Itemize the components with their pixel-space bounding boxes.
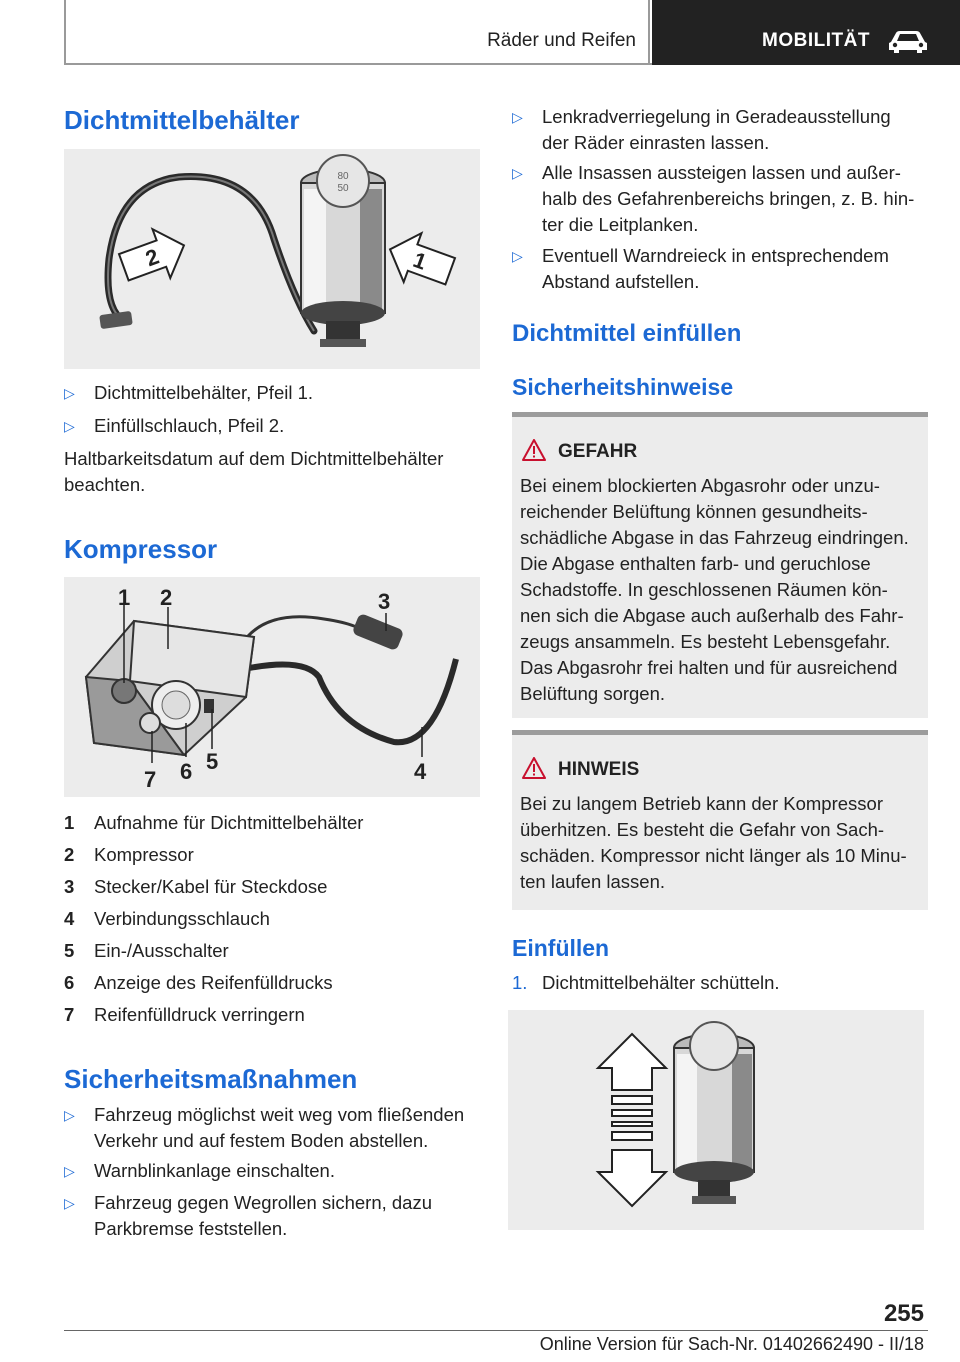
triangle-bullet-icon: ▷ (64, 385, 75, 401)
heading-filling: Einfüllen (512, 935, 610, 961)
callout-3: 3 (378, 589, 391, 614)
callout-7: 7 (144, 767, 157, 792)
gauge-label-80: 80 (337, 171, 349, 182)
header-underline (64, 63, 652, 65)
danger-box (512, 412, 928, 718)
triangle-bullet-icon: ▷ (512, 248, 523, 264)
page-number: 255 (883, 1300, 924, 1327)
heading-fill-sealant: Dichtmittel einfüllen (512, 320, 742, 347)
callout-5: 5 (206, 749, 219, 774)
triangle-bullet-icon: ▷ (512, 109, 523, 125)
triangle-bullet-icon: ▷ (64, 1195, 75, 1211)
notice-text: Bei zu langem Betrieb kann der Kompressor überhitzen. Es besteht die Gefahr von Sach- schäden. Kompressor nicht länger als 10 Minu- ten laufen lassen. (520, 793, 907, 892)
warning-triangle-icon (522, 757, 546, 784)
heading-safety-measures: Sicherheitsmaßnahmen (64, 1064, 358, 1094)
triangle-bullet-icon: ▷ (64, 418, 75, 434)
car-icon (886, 28, 930, 59)
arrow-label-1: 1 (409, 246, 430, 275)
header-divider-left (64, 0, 66, 64)
heading-safety-notes: Sicherheitshinweise (512, 374, 734, 400)
header-section-title: Räder und Reifen (487, 30, 636, 51)
callout-6: 6 (180, 759, 193, 784)
footer-version: Online Version für Sach-Nr. 01402662490 - II/18 (539, 1334, 924, 1354)
danger-text: Bei einem blockierten Abgasrohr oder unzu- reichender Belüftung können gesundheits- schädliche Abgase in das Fahrzeug eindringen. Die Abgase enthalten farb- und geruchlose Schadstoffe. In geschlossenen Räumen kön- nen sich die Abgase auch außerhalb des Fahr- zeugs ansammeln. Es besteht Lebensgefahr. Das Abgasrohr frei halten und für ausreichend Belüftung sorgen. (520, 475, 909, 704)
heading-sealant-container: Dichtmittelbehälter (64, 105, 300, 135)
notice-title: HINWEIS (558, 759, 640, 780)
notice-box (512, 730, 928, 910)
gauge-label-50: 50 (337, 183, 349, 194)
figure-shake-bottle (508, 1010, 924, 1230)
danger-title: GEFAHR (558, 441, 638, 462)
triangle-bullet-icon: ▷ (64, 1107, 75, 1123)
arrow-label-2: 2 (142, 243, 163, 272)
warning-triangle-icon (522, 439, 546, 466)
container-note: Haltbarkeitsdatum auf dem Dichtmittelbehälter beachten. (64, 448, 444, 495)
header-chapter-tab[interactable] (652, 0, 960, 65)
figure-compressor (64, 577, 480, 797)
callout-1: 1 (118, 585, 131, 610)
footer-divider (64, 1330, 928, 1331)
triangle-bullet-icon: ▷ (64, 1163, 75, 1179)
callout-2: 2 (160, 585, 173, 610)
triangle-bullet-icon: ▷ (512, 165, 523, 181)
heading-compressor: Kompressor (64, 534, 218, 564)
header-chapter-label: MOBILITÄT (762, 30, 870, 51)
header-divider-mid (648, 0, 650, 64)
figure-sealant-container (64, 149, 480, 369)
callout-4: 4 (414, 759, 427, 784)
